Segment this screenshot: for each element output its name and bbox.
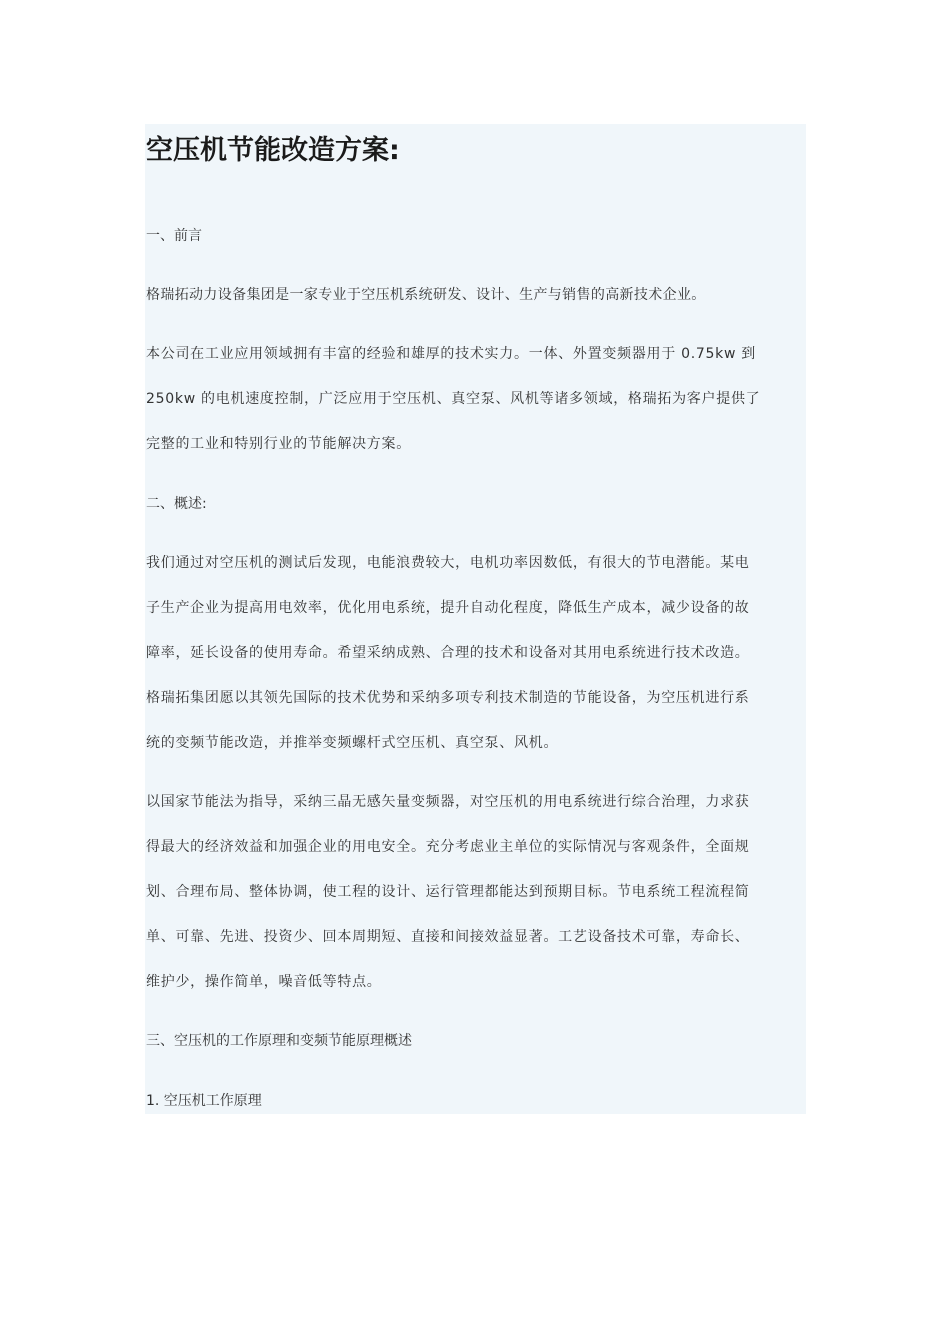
principle-subheading-1: 1. 空压机工作原理 xyxy=(146,1093,262,1109)
overview-paragraph-2-line-1: 以国家节能法为指导，采纳三晶无感矢量变频器，对空压机的用电系统进行综合治理，力求获 xyxy=(146,794,750,810)
preface-paragraph-2-line-3: 完整的工业和特别行业的节能解决方案。 xyxy=(146,436,411,452)
overview-heading: 二、概述: xyxy=(146,496,207,512)
preface-paragraph-2-line-1: 本公司在工业应用领域拥有丰富的经验和雄厚的技术实力。一体、外置变频器用于 0.75kw 到 xyxy=(146,346,757,362)
preface-paragraph-1: 格瑞拓动力设备集团是一家专业于空压机系统研发、设计、生产与销售的高新技术企业。 xyxy=(146,287,706,303)
overview-paragraph-2-line-5: 维护少，操作简单，噪音低等特点。 xyxy=(146,974,382,990)
preface-heading: 一、前言 xyxy=(146,228,202,244)
principle-heading: 三、空压机的工作原理和变频节能原理概述 xyxy=(146,1033,412,1049)
overview-paragraph-1-line-2: 子生产企业为提高用电效率，优化用电系统，提升自动化程度，降低生产成本，减少设备的故 xyxy=(146,600,750,616)
overview-paragraph-2-line-3: 划、合理布局、整体协调，使工程的设计、运行管理都能达到预期目标。节电系统工程流程简 xyxy=(146,884,750,900)
overview-paragraph-1-line-1: 我们通过对空压机的测试后发现，电能浪费较大，电机功率因数低，有很大的节电潜能。某电 xyxy=(146,555,750,571)
document-title: 空压机节能改造方案: xyxy=(146,135,400,166)
preface-paragraph-2-line-2: 250kw 的电机速度控制，广泛应用于空压机、真空泵、风机等诸多领域，格瑞拓为客户提供了 xyxy=(146,391,761,407)
overview-paragraph-2-line-2: 得最大的经济效益和加强企业的用电安全。充分考虑业主单位的实际情况与客观条件，全面规 xyxy=(146,839,750,855)
document-content-area xyxy=(145,124,806,1114)
overview-paragraph-2-line-4: 单、可靠、先进、投资少、回本周期短、直接和间接效益显著。工艺设备技术可靠，寿命长、 xyxy=(146,929,750,945)
overview-paragraph-1-line-5: 统的变频节能改造，并推举变频螺杆式空压机、真空泵、风机。 xyxy=(146,735,559,751)
overview-paragraph-1-line-4: 格瑞拓集团愿以其领先国际的技术优势和采纳多项专利技术制造的节能设备，为空压机进行系 xyxy=(146,690,750,706)
overview-paragraph-1-line-3: 障率，延长设备的使用寿命。希望采纳成熟、合理的技术和设备对其用电系统进行技术改造。 xyxy=(146,645,750,661)
